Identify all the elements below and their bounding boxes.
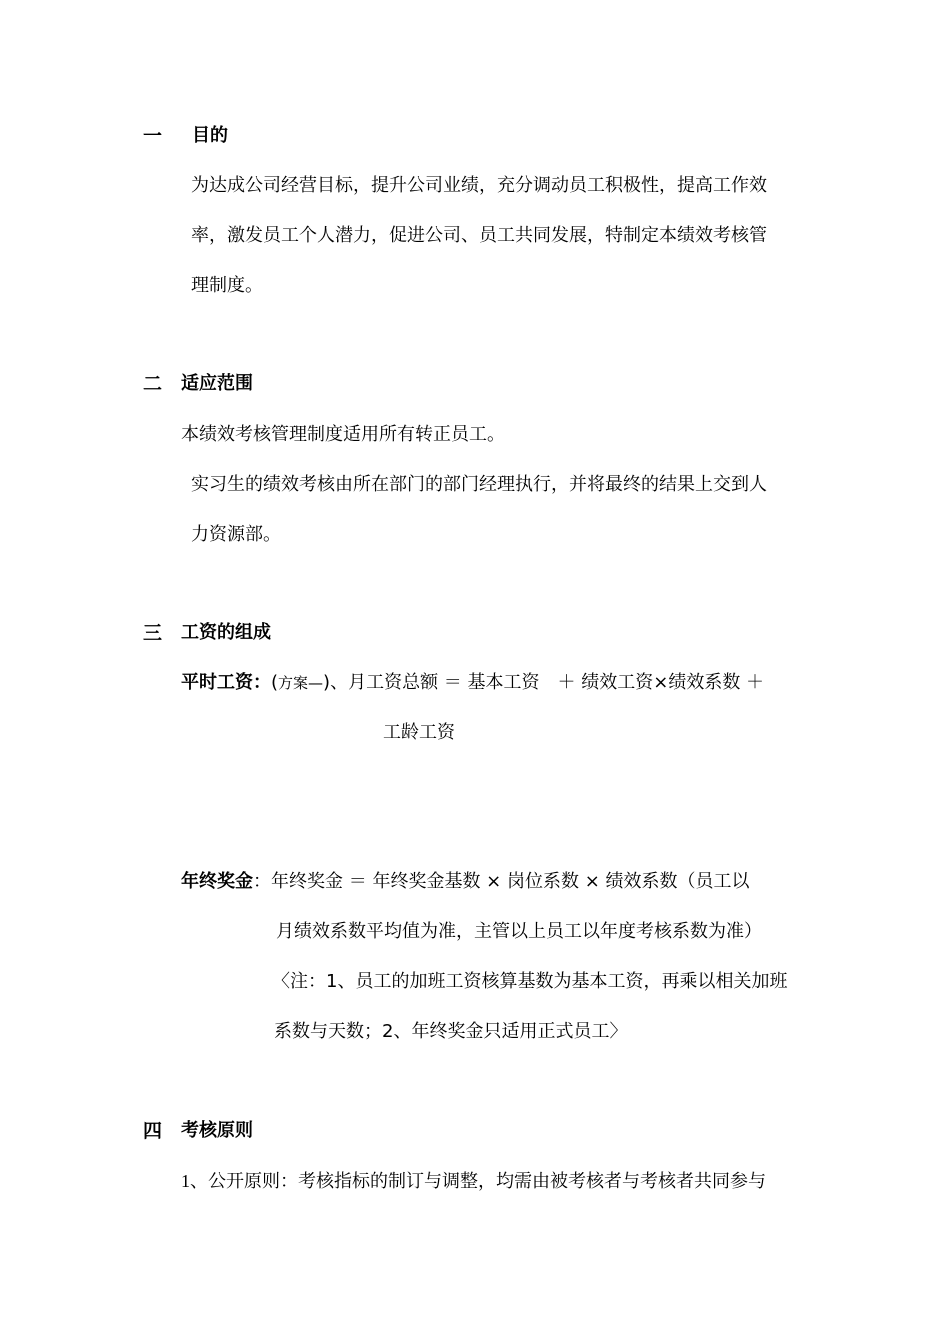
section-1-line-2: 率，激发员工个人潜力，促进公司、员工共同发展，特制定本绩效考核管 xyxy=(191,225,767,246)
bonus-note-line-1: 〈注：1、员工的加班工资核算基数为基本工资，再乘以相关加班 xyxy=(272,971,788,992)
section-1-title: 目的 xyxy=(192,125,228,146)
salary-formula-line xyxy=(181,672,764,694)
salary-paren-open: ( xyxy=(271,672,279,693)
section-2-line-1: 本绩效考核管理制度适用所有转正员工。 xyxy=(181,424,505,445)
section-4-title: 考核原则 xyxy=(181,1120,253,1141)
section-2-number: 二 xyxy=(143,373,163,395)
section-2-line-3: 力资源部。 xyxy=(191,524,281,545)
item-text: 、公开原则：考核指标的制订与调整，均需由被考核者与考核者共同参与 xyxy=(190,1171,766,1192)
section-4-number: 四 xyxy=(143,1120,163,1142)
section-2-title: 适应范围 xyxy=(181,373,253,394)
bonus-formula-continuation: 月绩效系数平均值为准，主管以上员工以年度考核系数为准） xyxy=(276,921,762,942)
salary-formula-continuation: 工龄工资 xyxy=(383,722,455,743)
salary-plan: 方案— xyxy=(278,674,324,692)
section-4-item-1 xyxy=(181,1170,766,1193)
section-1-number: 一 xyxy=(143,125,163,147)
bonus-note-line-2: 系数与天数；2、年终奖金只适用正式员工〉 xyxy=(274,1021,628,1042)
item-number: 1 xyxy=(181,1171,190,1191)
bonus-label: 年终奖金 xyxy=(181,871,253,892)
section-3-title: 工资的组成 xyxy=(181,622,271,643)
section-3-number: 三 xyxy=(143,622,163,644)
salary-label: 平时工资： xyxy=(181,672,271,693)
salary-formula: )、月工资总额 ＝ 基本工资 ＋ 绩效工资×绩效系数 ＋ xyxy=(323,672,765,693)
bonus-formula-line xyxy=(181,871,750,893)
bonus-formula: ：年终奖金 ＝ 年终奖金基数 × 岗位系数 × 绩效系数（员工以 xyxy=(253,871,750,892)
section-2-line-2: 实习生的绩效考核由所在部门的部门经理执行，并将最终的结果上交到人 xyxy=(191,474,767,495)
section-1-line-3: 理制度。 xyxy=(191,275,263,296)
section-1-line-1: 为达成公司经营目标，提升公司业绩，充分调动员工积极性，提高工作效 xyxy=(191,175,767,196)
